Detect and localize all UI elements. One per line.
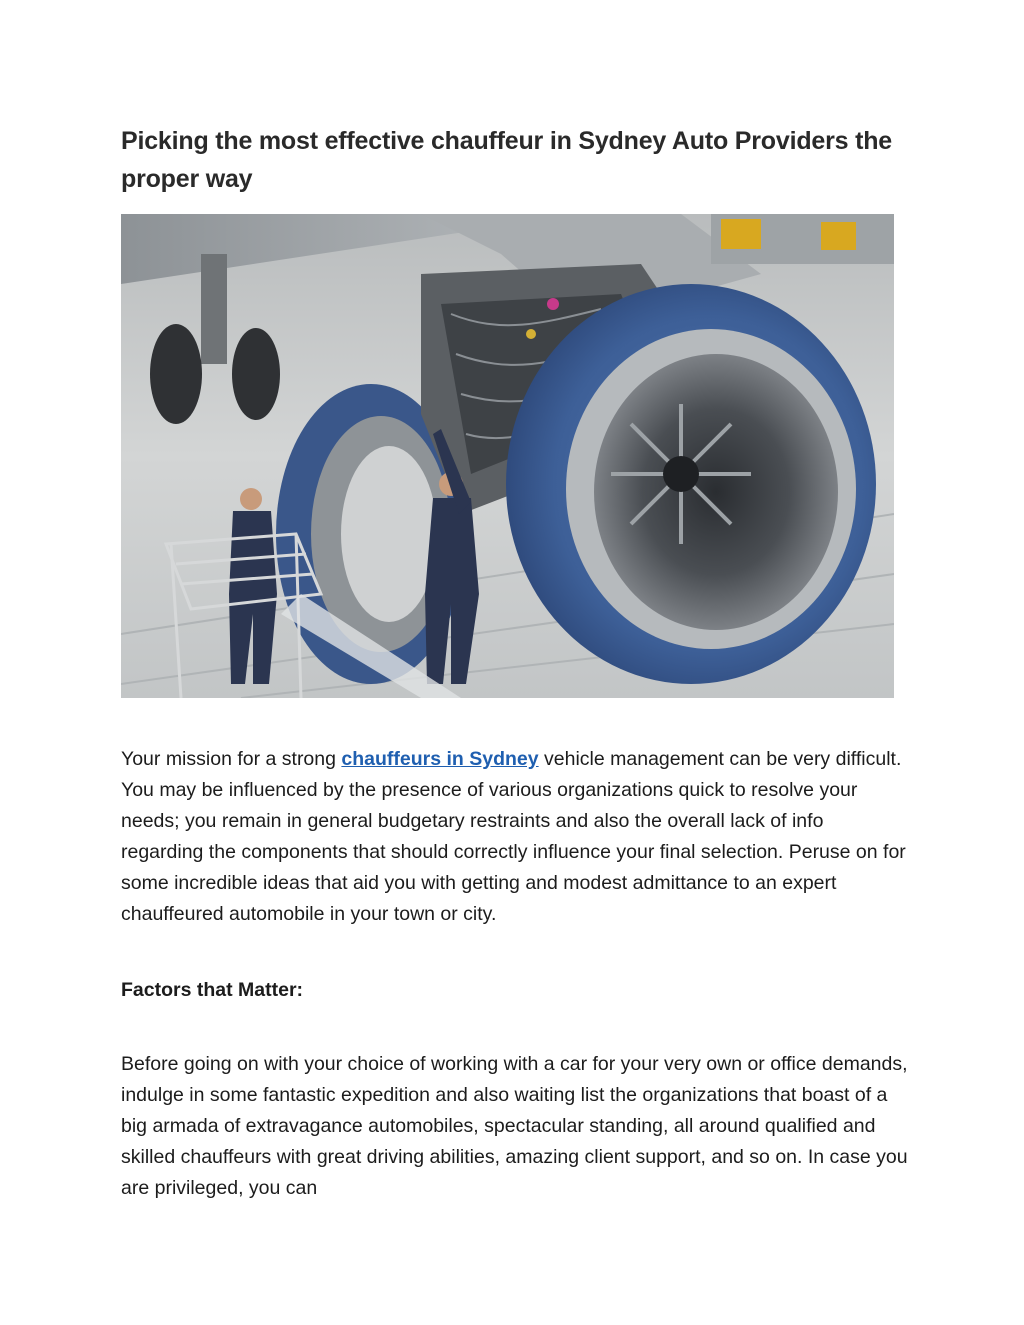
intro-text-after-link: vehicle management can be very difficult. You may be influenced by the presence of various organizations quick to resolve your needs; you remain in general budgetary restraints and also the overall lack of info regarding the components that should correctly influence your final selection. Peruse on for some incredible ideas that aid you with getting and modest admittance to an expert chauffeured automobile in your town or city. (121, 748, 906, 925)
intro-text-before-link: Your mission for a strong (121, 748, 342, 770)
chauffeurs-in-sydney-link[interactable]: chauffeurs in Sydney (341, 748, 539, 770)
factors-paragraph: Before going on with your choice of working with a car for your very own or office demands, indulge in some fantastic expedition and also waiting list the organizations that boast of a big armada of extravagance automobiles, spectacular standing, all around qualified and skilled chauffeurs with great driving abilities, amazing client support, and so on. In case you are privileged, you can (121, 1053, 908, 1199)
jet-engine-illustration (121, 214, 894, 698)
article-title: Picking the most effective chauffeur in Sydney Auto Providers the proper way (121, 127, 892, 193)
section-heading-factors: Factors that Matter: (121, 979, 304, 1001)
article-image-jet-engine-maintenance (121, 214, 894, 698)
intro-paragraph (121, 744, 911, 930)
